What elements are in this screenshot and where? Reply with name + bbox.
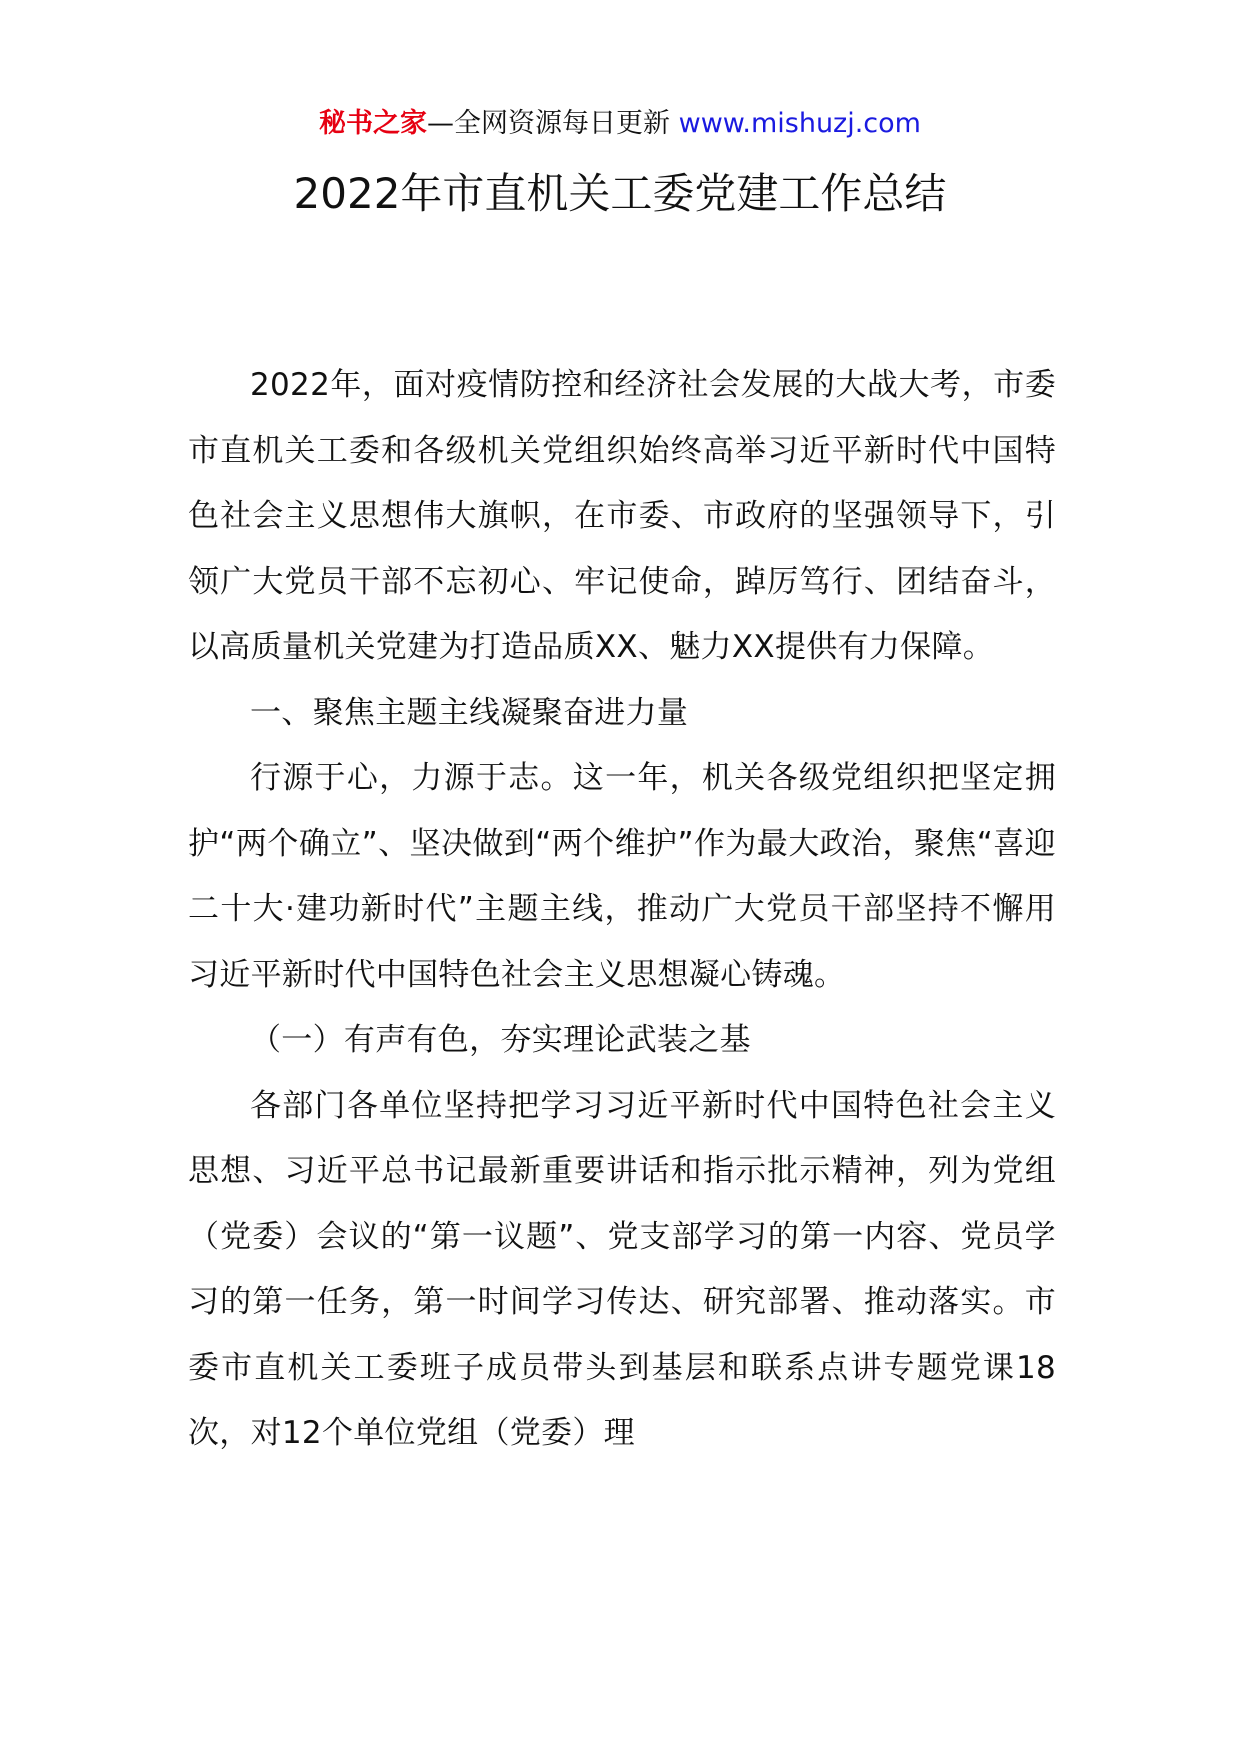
paragraph-intro: 2022年，面对疫情防控和经济社会发展的大战大考，市委市直机关工委和各级机关党组织始终高举习近平新时代中国特色社会主义思想伟大旗帜，在市委、市政府的坚强领导下，引领广大党员干部不忘初心、牢记使命，踔厉笃行、团结奋斗，以高质量机关党建为打造品质XX、魅力XX提供有力保障。: [188, 367, 1056, 665]
paragraph-section-1: 行源于心，力源于志。这一年，机关各级党组织把坚定拥护“两个确立”、坚决做到“两个维护”作为最大政治，聚焦“喜迎二十大·建功新时代”主题主线，推动广大党员干部坚持不懈用习近平新时代中国特色社会主义思想凝心铸魂。: [188, 760, 1056, 993]
document-body: [188, 353, 1056, 1467]
paragraph-subsection-1: 各部门各单位坚持把学习习近平新时代中国特色社会主义思想、习近平总书记最新重要讲话和指示批示精神，列为党组（党委）会议的“第一议题”、党支部学习的第一内容、党员学习的第一任务，第一时间学习传达、研究部署、推动落实。市委市直机关工委班子成员带头到基层和联系点讲专题党课18次，对12个单位党组（党委）理: [188, 1087, 1056, 1451]
section-heading-1: 一、聚焦主题主线凝聚奋进力量: [250, 694, 689, 731]
document-title: 2022年市直机关工委党建工作总结: [293, 169, 947, 218]
site-url-link[interactable]: www.mishuzj.com: [678, 108, 921, 139]
brand-name: 秘书之家: [319, 108, 428, 139]
site-header: [0, 104, 1240, 144]
subsection-heading-1: （一）有声有色，夯实理论武装之基: [250, 1022, 751, 1058]
header-tagline: —全网资源每日更新: [427, 108, 679, 139]
